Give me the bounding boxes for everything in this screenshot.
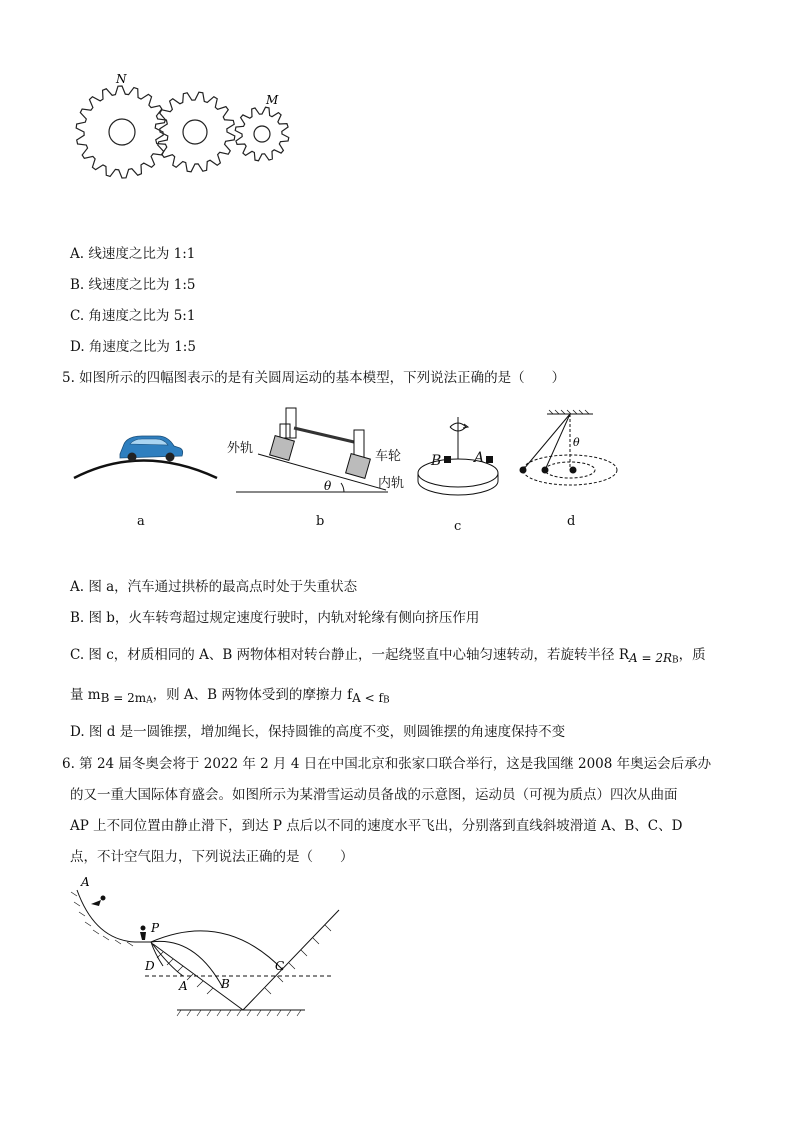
q5-option-c-sub: A = 2R bbox=[629, 651, 673, 665]
q5-option-c-mass-sub-a: A bbox=[146, 695, 153, 706]
gearM-teeth bbox=[235, 107, 289, 161]
outer-rail-shape bbox=[270, 408, 296, 460]
figure-c-label: c bbox=[454, 519, 462, 534]
figure-d-pendulum bbox=[515, 408, 625, 508]
q5-option-c-mass-formula: B = 2m bbox=[100, 691, 147, 705]
figure-a-label: a bbox=[137, 514, 145, 529]
q5-option-c-friction: ，则 A、B 两物体受到的摩擦力 f bbox=[152, 687, 353, 703]
gear-n bbox=[76, 86, 168, 178]
figure-b-rails bbox=[228, 402, 398, 497]
slope-label-a-top: A bbox=[81, 875, 90, 889]
q5-option-c-line2 bbox=[70, 686, 390, 710]
q5-option-c-text: C. 图 c，材质相同的 A、B 两物体相对转台静止，一起绕竖直中心轴匀速转动，若旋转半径 R bbox=[70, 647, 629, 663]
inner-rail-shape bbox=[346, 430, 371, 478]
q5-option-c-sub-b: B bbox=[672, 655, 679, 666]
theta-label: θ bbox=[324, 479, 332, 493]
pendulum-theta-label: θ bbox=[573, 436, 580, 449]
figure-c-turntable bbox=[410, 415, 510, 515]
outer-rail-label: 外轨 bbox=[227, 441, 254, 456]
turntable-b-label: B bbox=[431, 453, 442, 469]
slope-label-b: B bbox=[221, 977, 230, 991]
gearN-teeth bbox=[76, 86, 168, 178]
gear-m-hub bbox=[254, 126, 270, 142]
q4-option-a: A. 线速度之比为 1:1 bbox=[70, 246, 196, 262]
slope-label-p: P bbox=[151, 921, 160, 935]
q6-line4: 点，不计空气阻力，下列说法正确的是（ ） bbox=[70, 849, 354, 865]
q6-line3: AP 上不同位置由静止滑下，到达 P 点后以不同的速度水平飞出，分别落到直线斜坡滑道 A、B、C、D bbox=[70, 818, 683, 834]
q5-option-c-friction-formula: A < f bbox=[352, 691, 383, 705]
q5-option-c-line1 bbox=[70, 646, 706, 670]
q5-option-b: B. 图 b，火车转弯超过规定速度行驶时，内轨对轮缘有侧向挤压作用 bbox=[70, 610, 480, 626]
ski-slope-figure bbox=[65, 870, 355, 1020]
figure-d-label: d bbox=[567, 514, 576, 529]
gearMid-teeth bbox=[155, 92, 235, 172]
figure-a-bridge bbox=[72, 428, 222, 498]
q5-option-c-mass: 量 m bbox=[70, 687, 101, 703]
gear-m-label: M bbox=[266, 93, 279, 107]
inner-rail-label: 内轨 bbox=[378, 476, 405, 491]
gear-mid-hub bbox=[183, 120, 207, 144]
skier-icon-p bbox=[140, 926, 146, 941]
q6-line1: 6. 第 24 届冬奥会将于 2022 年 2 月 4 日在中国北京和张家口联合举行，这是我国继 2008 年奥运会后承办 bbox=[62, 756, 712, 772]
q5-option-d: D. 图 d 是一圆锥摆，增加绳长，保持圆锥的高度不变，则圆锥摆的角速度保持不变 bbox=[70, 724, 566, 740]
gear-n-hub bbox=[109, 119, 135, 145]
q5-option-c-tail: ，质 bbox=[678, 647, 706, 663]
gears-figure bbox=[70, 68, 310, 188]
figure-b-label: b bbox=[316, 514, 325, 529]
slope-label-a: A bbox=[179, 979, 188, 993]
q5-stem: 5. 如图所示的四幅图表示的是有关圆周运动的基本模型，下列说法正确的是（ ） bbox=[62, 370, 566, 386]
q4-option-c: C. 角速度之比为 5:1 bbox=[70, 308, 196, 324]
q5-option-c-friction-sub-b: B bbox=[382, 695, 390, 706]
gear-m bbox=[235, 107, 289, 161]
wheel-label: 车轮 bbox=[375, 449, 402, 464]
slope-label-d: D bbox=[145, 959, 155, 973]
car-icon bbox=[120, 436, 183, 462]
q6-line2: 的又一重大国际体育盛会。如图所示为某滑雪运动员备战的示意图，运动员（可视为质点）四次从曲面 bbox=[70, 787, 678, 803]
turntable-a-label: A bbox=[474, 450, 485, 466]
slope-label-c: C bbox=[275, 959, 285, 973]
gear-n-label: N bbox=[116, 72, 127, 86]
gear-middle bbox=[155, 92, 235, 172]
q4-option-d: D. 角速度之比为 1:5 bbox=[70, 339, 196, 355]
q4-option-b: B. 线速度之比为 1:5 bbox=[70, 277, 196, 293]
skier-icon-top bbox=[91, 896, 106, 907]
q5-option-a: A. 图 a，汽车通过拱桥的最高点时处于失重状态 bbox=[70, 579, 358, 595]
